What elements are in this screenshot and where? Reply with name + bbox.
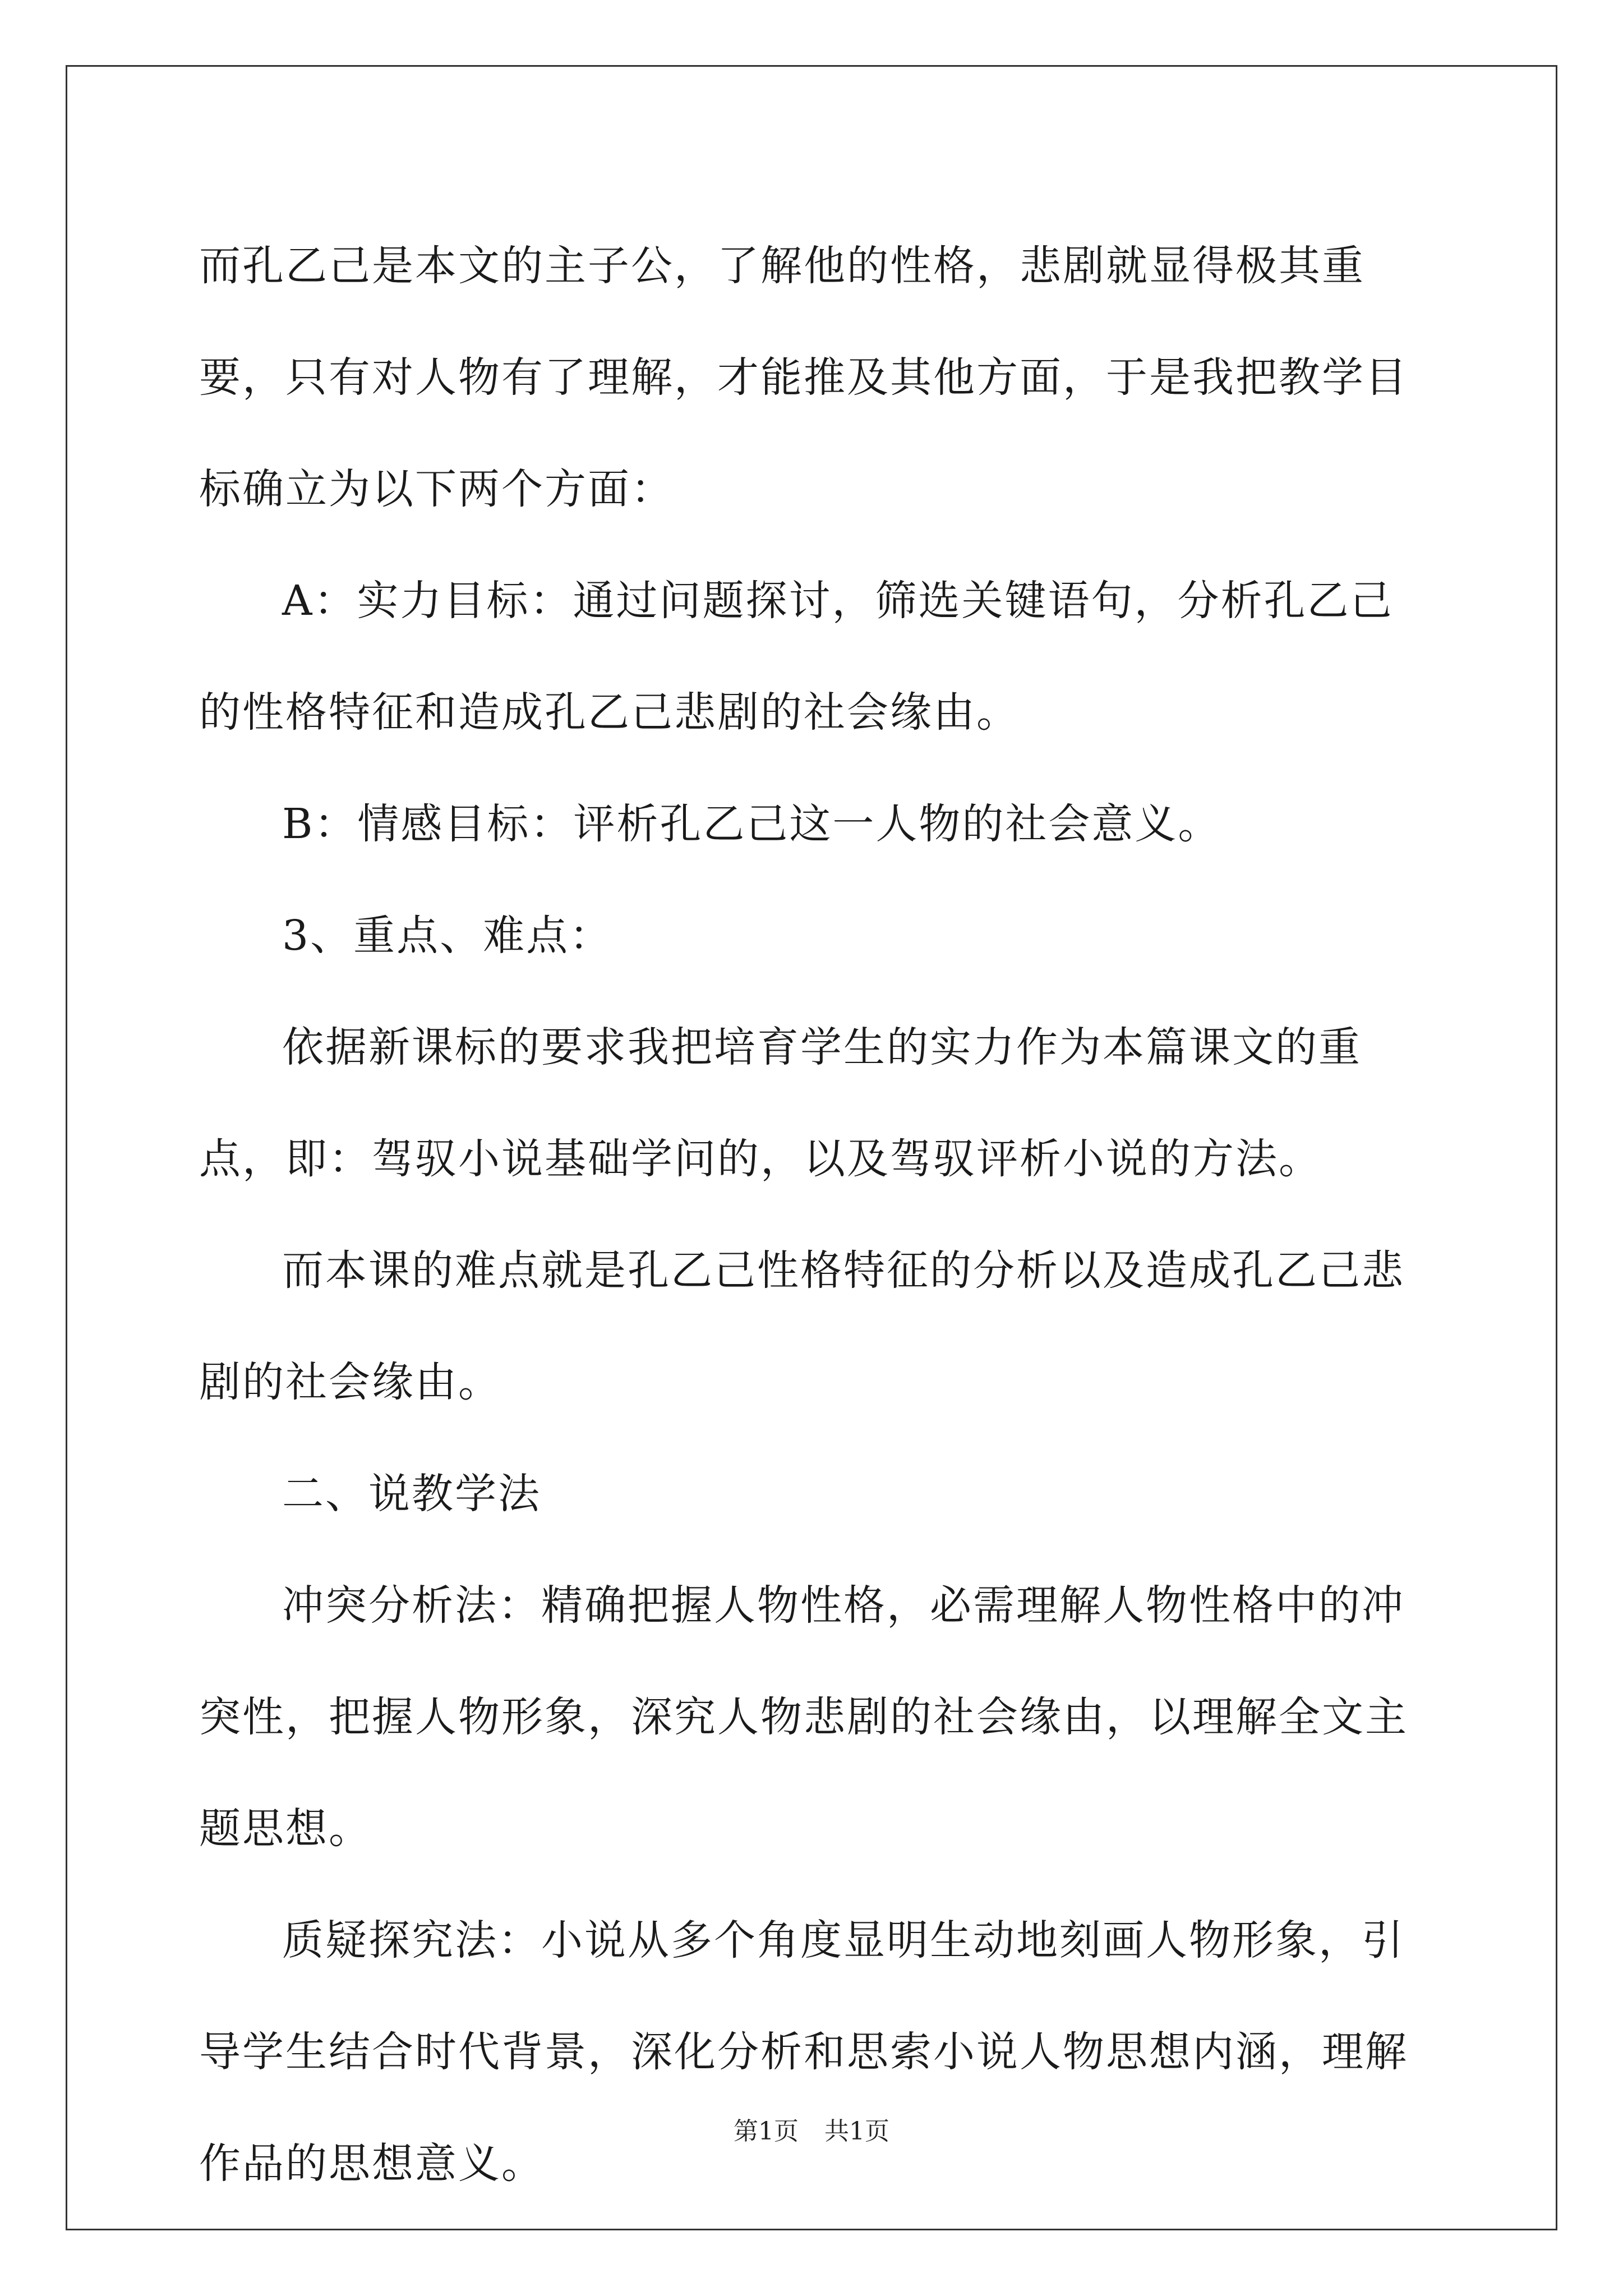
paragraph: 依据新课标的要求我把培育学生的实力作为本篇课文的重点，即：驾驭小说基础学问的，以及驾驭评析小说的方法。	[199, 1023, 1362, 1183]
paragraph: 冲突分析法：精确把握人物性格，必需理解人物性格中的冲突性，把握人物形象，深究人物悲剧的社会缘由，以理解全文主题思想。	[199, 1581, 1408, 1853]
page-footer	[0, 2115, 1623, 2148]
paragraph: 而本课的难点就是孔乙己性格特征的分析以及造成孔乙己悲剧的社会缘由。	[199, 1246, 1405, 1406]
paragraph: A：实力目标：通过问题探讨，筛选关键语句，分析孔乙己的性格特征和造成孔乙己悲剧的社会缘由。	[199, 577, 1394, 737]
document-body	[199, 210, 1430, 2220]
page-total: 共1页	[824, 2117, 889, 2146]
paragraph: 而孔乙己是本文的主子公，了解他的性格，悲剧就显得极其重要，只有对人物有了理解，才能推及其他方面，于是我把教学目标确立为以下两个方面：	[199, 242, 1408, 513]
section-heading: 二、说教学法	[282, 1470, 541, 1518]
section-heading: 3、重点、难点：	[282, 912, 613, 960]
paragraph: 质疑探究法：小说从多个角度显明生动地刻画人物形象，引导学生结合时代背景，深化分析和思索小说人物思想内涵，理解作品的思想意义。	[199, 1916, 1408, 2188]
page-number: 第1页	[734, 2117, 799, 2146]
paragraph: B：情感目标：评析孔乙己这一人物的社会意义。	[282, 800, 1221, 848]
